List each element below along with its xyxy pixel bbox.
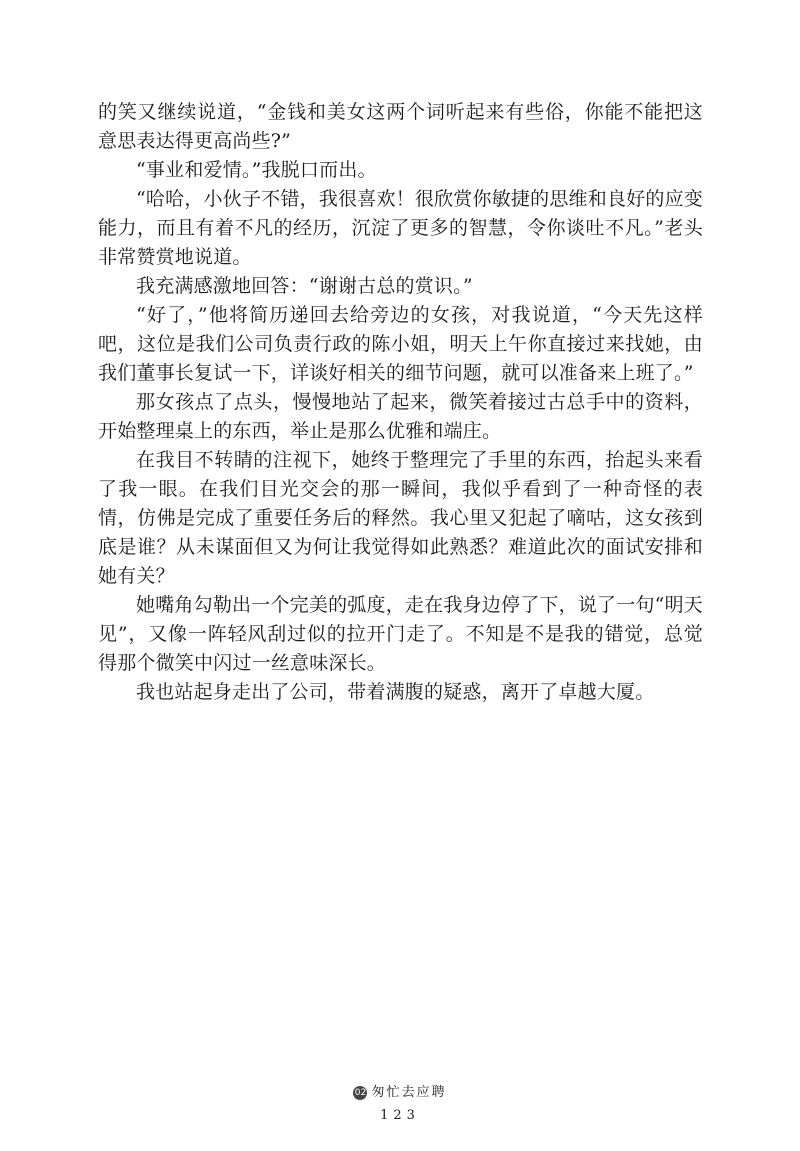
paragraph: “事业和爱情。”我脱口而出。 xyxy=(136,159,377,181)
body-text xyxy=(98,98,703,707)
paragraph: 那女孩点了点头，慢慢地站了起来，微笑着接过古总手中的资料，开始整理桌上的东西，举止是那么优雅和端庄。 xyxy=(98,391,703,442)
chapter-title: 匆忙去应聘 xyxy=(371,1085,447,1100)
paragraph-continued: 的笑又继续说道，“金钱和美女这两个词听起来有些俗，你能不能把这意思表达得更高尚些?” xyxy=(98,101,703,152)
paragraph: 我充满感激地回答：“谢谢古总的赏识。” xyxy=(136,275,473,297)
paragraph: 她嘴角勾勒出一个完美的弧度，走在我身边停了下，说了一句“明天见”，又像一阵轻风刮过似的拉开门走了。不知是不是我的错觉，总觉得那个微笑中闪过一丝意味深长。 xyxy=(98,594,703,674)
page-number: 123 xyxy=(380,1108,420,1123)
chapter-number-badge: 02 xyxy=(354,1087,367,1098)
paragraph: “哈哈，小伙子不错，我很喜欢！很欣赏你敏捷的思维和良好的应变能力，而且有着不凡的经历，沉淀了更多的智慧，令你谈吐不凡。”老头非常赞赏地说道。 xyxy=(98,188,703,268)
paragraph: 在我目不转睛的注视下，她终于整理完了手里的东西，抬起头来看了我一眼。在我们目光交会的那一瞬间，我似乎看到了一种奇怪的表情，仿佛是完成了重要任务后的释然。我心里又犯起了嘀咕，这女孩到底是谁？从未谋面但又为何让我觉得如此熟悉？难道此次的面试安排和她有关？ xyxy=(98,449,703,587)
paragraph: “好了，”他将简历递回去给旁边的女孩，对我说道，“今天先这样吧，这位是我们公司负责行政的陈小姐，明天上午你直接过来找她，由我们董事长复试一下，详谈好相关的细节问题，就可以准备来上班了。” xyxy=(98,304,703,384)
paragraph: 我也站起身走出了公司，带着满腹的疑惑，离开了卓越大厦。 xyxy=(136,681,655,703)
running-title xyxy=(0,1085,800,1101)
